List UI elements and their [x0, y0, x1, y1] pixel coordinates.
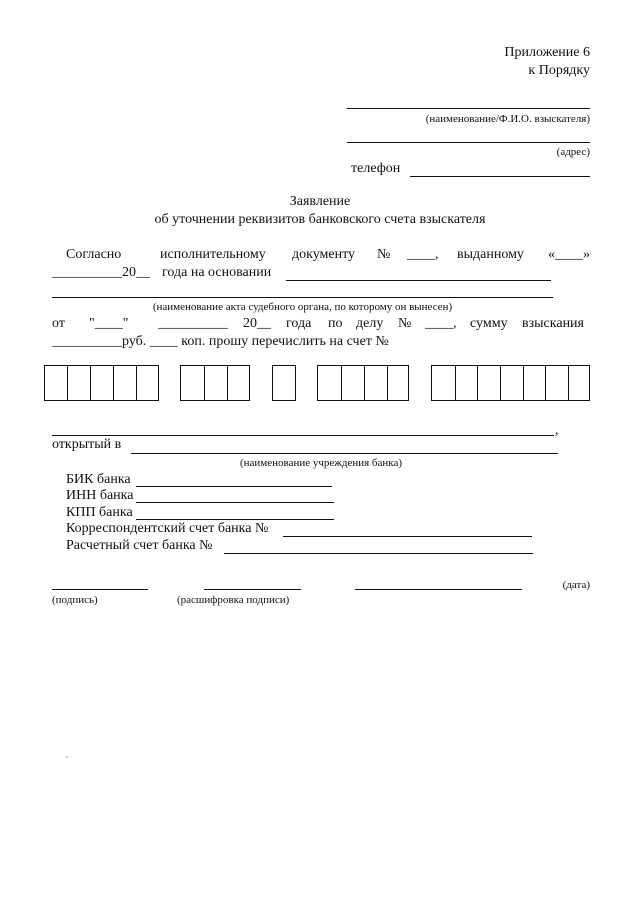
account-box-group-4[interactable]	[317, 365, 409, 401]
case-number-sign: №	[398, 316, 412, 331]
issued-day-blank[interactable]: «____»	[548, 247, 590, 262]
bik-line[interactable]	[136, 486, 332, 487]
kpp-line[interactable]	[136, 519, 334, 520]
account-box-group-2[interactable]	[180, 365, 250, 401]
bank-caption: (наименование учреждения банка)	[239, 457, 403, 469]
document-title: Заявление	[289, 194, 351, 209]
corr-account-line[interactable]	[283, 536, 532, 537]
act-line[interactable]	[52, 297, 553, 298]
phone-line[interactable]	[410, 176, 590, 177]
day-blank[interactable]: "____"	[89, 316, 129, 331]
appendix-line-2: к Порядку	[528, 63, 590, 78]
address-line[interactable]	[347, 142, 590, 143]
claimant-name-line[interactable]	[347, 108, 590, 109]
month-blank[interactable]: __________	[158, 316, 228, 331]
date-blank[interactable]: __________20__	[52, 265, 150, 280]
settlement-account-label: Расчетный счет банка №	[66, 538, 213, 553]
word-from: от	[52, 316, 65, 331]
claimant-caption: (наименование/Ф.И.О. взыскателя)	[425, 113, 590, 125]
word-doc: документу	[292, 247, 356, 262]
date-caption: (дата)	[562, 579, 590, 591]
date-line[interactable]	[355, 589, 522, 590]
account-box-group-5[interactable]	[431, 365, 590, 401]
word-exec: исполнительному	[160, 247, 266, 262]
account-box-group-1[interactable]	[44, 365, 159, 401]
basis-line[interactable]	[286, 280, 551, 281]
signature-caption: (подпись)	[52, 594, 98, 606]
word-according: Согласно	[66, 247, 122, 262]
case-number-blank[interactable]: ____,	[425, 316, 457, 331]
inn-label: ИНН банка	[66, 488, 134, 503]
address-caption: (адрес)	[556, 146, 590, 158]
amount-line[interactable]: __________руб. ____ коп. прошу перечислить на счет №	[52, 334, 389, 349]
signature-decode-caption: (расшифровка подписи)	[177, 594, 290, 606]
word-issued: выданному	[457, 247, 524, 262]
word-case: делу	[356, 316, 384, 331]
kpp-label: КПП банка	[66, 505, 133, 520]
year-blank[interactable]: 20__	[243, 316, 271, 331]
basis-label: года на основании	[162, 265, 272, 280]
word-recovery: взыскания	[522, 316, 584, 331]
word-year: года	[286, 316, 312, 331]
appendix-line-1: Приложение 6	[504, 45, 590, 60]
bik-label: БИК банка	[66, 472, 131, 487]
account-continuation-line[interactable]	[52, 435, 554, 436]
number-sign: №	[377, 247, 391, 262]
scan-speck	[66, 756, 68, 758]
inn-line[interactable]	[136, 502, 334, 503]
signature-decode-line[interactable]	[204, 589, 301, 590]
act-caption: (наименование акта судебного органа, по которому он вынесен)	[152, 301, 453, 313]
signature-line[interactable]	[52, 589, 148, 590]
account-box-group-3[interactable]	[272, 365, 296, 401]
bank-institution-line[interactable]	[131, 453, 558, 454]
word-by: по	[328, 316, 343, 331]
phone-label: телефон	[351, 161, 401, 176]
settlement-account-line[interactable]	[224, 553, 533, 554]
corr-account-label: Корреспондентский счет банка №	[66, 521, 269, 536]
document-subtitle: об уточнении реквизитов банковского счета взыскателя	[154, 212, 486, 227]
doc-number-blank[interactable]: ____,	[407, 247, 439, 262]
comma: ,	[555, 423, 559, 438]
word-sum: сумму	[470, 316, 508, 331]
opened-label: открытый в	[52, 437, 122, 452]
